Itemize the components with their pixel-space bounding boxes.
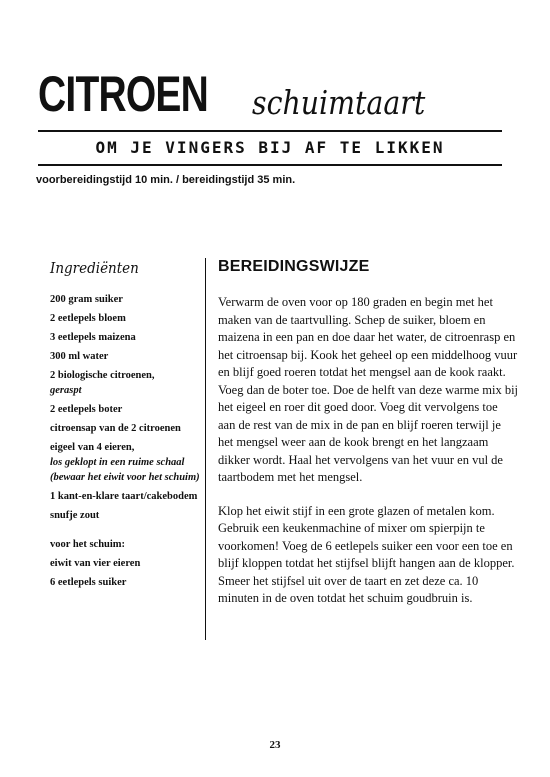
column-divider [205, 258, 206, 640]
ingredient-item: 2 eetlepels boter [50, 404, 123, 415]
ingredient-item: snufje zout [50, 510, 100, 521]
ingredient-item: 2 biologische citroenen, geraspt [50, 368, 200, 398]
title-script: schuimtaart [252, 83, 426, 122]
ingredients-title: Ingrediënten [50, 259, 139, 277]
ingredient-item: 300 ml water [50, 351, 109, 362]
ingredient-item: 1 kant-en-klare taart/cakebodem [50, 491, 198, 502]
ingredient-item: 200 gram suiker [50, 294, 123, 305]
ingredient-item: eiwit van vier eieren [50, 558, 141, 569]
ingredient-item: 2 eetlepels bloem [50, 313, 126, 324]
method-paragraph: Klop het eiwit stijf in een grote glazen of metalen kom. Gebruik een keukenmachine of mixer om spierpijn te voorkomen! Voeg de 6 eetlepels suiker een voor een toe en blijf kloppen totdat het stijfsel blijft hangen aan de klopper. Smeer het stijfsel uit over de taart en zet deze ca. 10 minuten in de oven totdat het schuim goudbruin is. [218, 503, 515, 605]
method-title: BEREIDINGSWIJZE [218, 258, 370, 275]
recipe-title [38, 68, 518, 128]
ingredient-item: citroensap van de 2 citroenen [50, 423, 181, 434]
method-section [218, 256, 518, 624]
meringue-list [50, 556, 200, 590]
prep-cook-times: voorbereidingstijd 10 min. / bereidingstijd 35 min. [36, 174, 296, 186]
ingredient-item: 3 eetlepels maizena [50, 332, 136, 343]
ingredient-note: geraspt [50, 385, 82, 396]
tagline: OM JE VINGERS BIJ AF TE LIKKEN [95, 138, 445, 157]
ingredient-note: los geklopt in een ruime schaal (bewaar het eiwit voor het schuim) [50, 457, 200, 483]
meringue-label: voor het schuim: [50, 539, 126, 550]
method-paragraph: Verwarm de oven voor op 180 graden en begin met het maken van de taartvulling. Schep de suiker, bloem en maizena in een pan en doe daar het water, de citroenrasp en het citroensap bij. Kook het geheel op een middelhoog vuur en blijf goed roeren totdat het mengsel aan de kook raakt. Voeg dan de boter toe. Doe de helft van deze warme mix bij het eigeel en roer dit goed door. Voeg dit vervolgens toe aan de rest van de mix in de pan en blijf roeren terwijl je het mengsel weer aan de kook brengt en het langzaam dikker wordt. Haal het vervolgens van het vuur en vul de taartbodem met het mengsel. [218, 295, 519, 484]
ingredient-item: eigeel van 4 eieren, los geklopt in een ruime schaal (bewaar het eiwit voor het schuim) [50, 442, 200, 483]
ingredients-list [50, 292, 200, 523]
ingredients-section [50, 258, 200, 594]
title-main: CITROEN [38, 66, 209, 122]
ingredient-item: 6 eetlepels suiker [50, 577, 127, 588]
divider-bottom [38, 164, 502, 166]
page-number: 23 [269, 739, 281, 751]
divider-top [38, 130, 502, 132]
